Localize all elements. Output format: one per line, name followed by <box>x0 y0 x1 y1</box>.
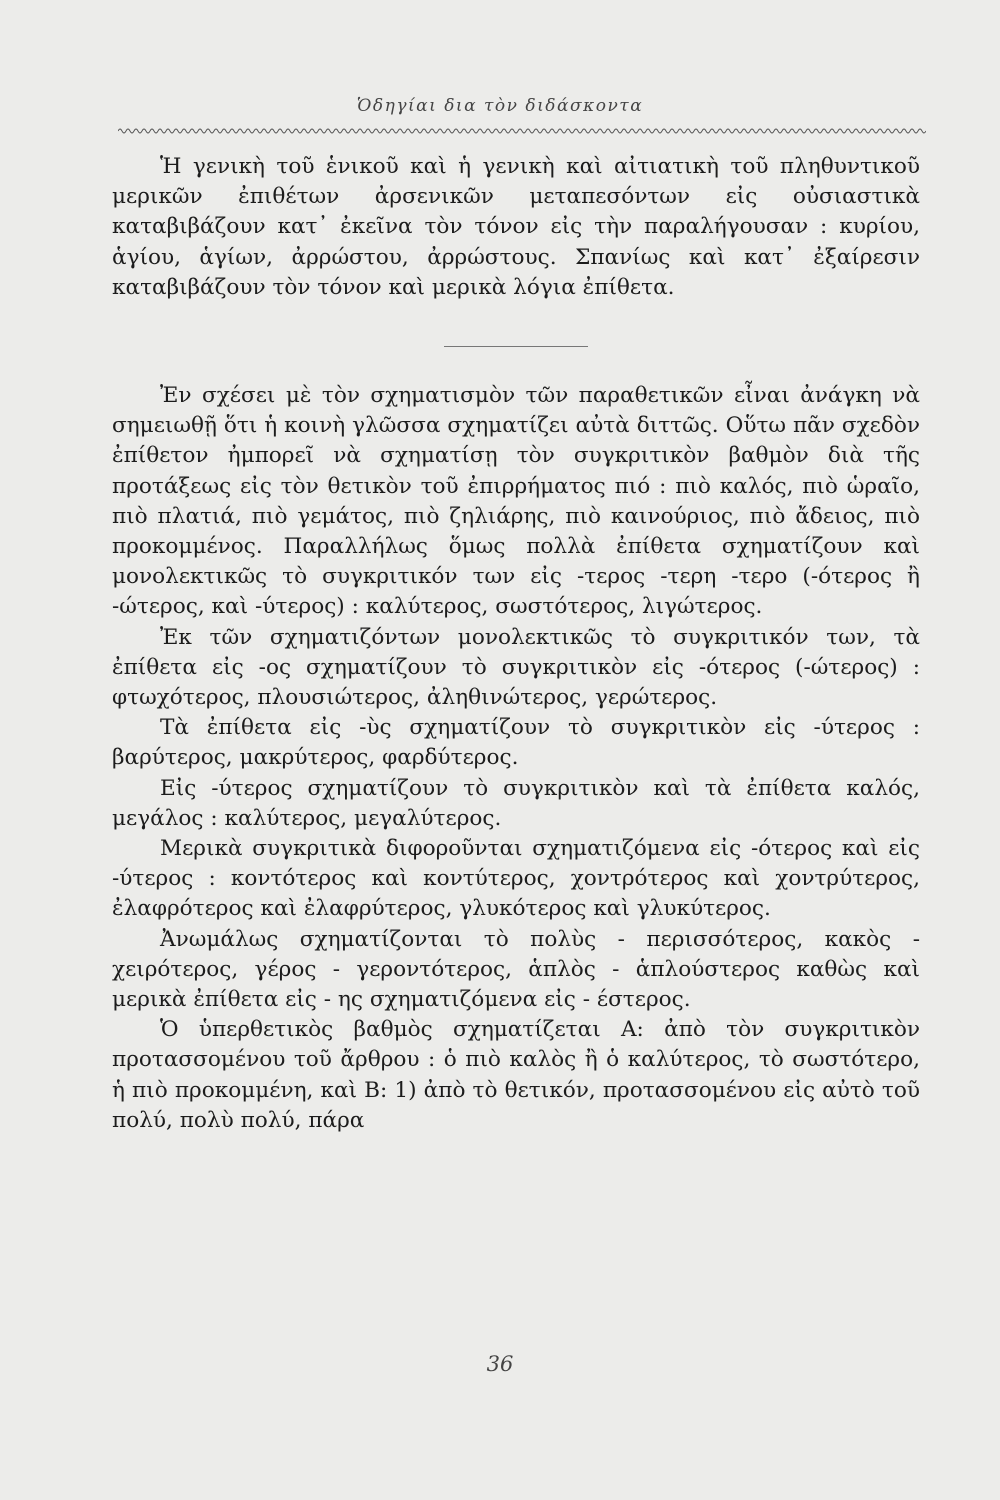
body-text <box>112 152 920 1136</box>
paragraph-comparative-doublets: Μερικὰ συγκριτικὰ διφοροῦνται σχηματιζόμενα εἰς -ότερος καὶ εἰς -ύτερος : κοντότερος καὶ κοντύτερος, χοντρότερος καὶ χοντρύτερος, ἐλαφρότερος καὶ ἐλαφρύτερος, γλυκότερος καὶ γλυκύτερος. <box>112 836 920 922</box>
running-header: Ὁδηγίαι δια τὸν διδάσκοντα <box>356 96 644 116</box>
paragraph-irregular-comparatives: Ἀνωμάλως σχηματίζονται τὸ πολὺς - περισσότερος, κακὸς - χειρότερος, γέρος - γεροντότερος, ἁπλὸς - ἁπλούστερος καθὼς καὶ μερικὰ ἐπίθετα εἰς - ης σχηματιζόμενα εἰς - έστερος. <box>112 926 920 1013</box>
paragraph-superlative: Ὁ ὑπερθετικὸς βαθμὸς σχηματίζεται Α: ἀπὸ τὸν συγκριτικὸν προτασσομένου τοῦ ἄρθρου : ὁ πιὸ καλὸς ἢ ὁ καλύτερος, τὸ σωστότερο, ἡ πιὸ προκομμένη, καὶ Β: 1) ἀπὸ τὸ θετικόν, προτασσομένου εἰς αὐτὸ τοῦ πολύ, πολὺ πολύ, πάρα <box>112 1017 920 1133</box>
paragraph-genitive-accent: Ἡ γενικὴ τοῦ ἑνικοῦ καὶ ἡ γενικὴ καὶ αἰτιατικὴ τοῦ πληθυντικοῦ μερικῶν ἐπιθέτων ἀρσενικῶν μεταπεσόντων εἰς οὐσιαστικὰ καταβιβάζουν κατ᾽ ἐκεῖνα τὸν τόνον εἰς τὴν παραλήγουσαν : κυρίου, ἁγίου, ἁγίων, ἀρρώστου, ἀρρώστους. Σπανίως καὶ κατ᾽ ἐξαίρεσιν καταβιβάζουν τὸν τόνον καὶ μερικὰ λόγια ἐπίθετα. <box>112 154 920 300</box>
page-number: 36 <box>486 1352 514 1376</box>
section-divider <box>444 346 588 347</box>
paragraph-comparative-os: Ἐκ τῶν σχηματιζόντων μονολεκτικῶς τὸ συγκριτικόν των, τὰ ἐπίθετα εἰς -ος σχηματίζουν τὸ συγκριτικὸν εἰς -ότερος (-ώτερος) : φτωχότερος, πλουσιώτερος, ἀληθινώτερος, γερώτερος. <box>112 624 920 711</box>
header-wavy-rule <box>118 126 926 136</box>
paragraph-comparative-ys: Τὰ ἐπίθετα εἰς -ὺς σχηματίζουν τὸ συγκριτικὸν εἰς -ύτερος : βαρύτερος, μακρύτερος, φαρδύτερος. <box>112 715 920 771</box>
paragraph-comparative-kalos: Εἰς -ύτερος σχηματίζουν τὸ συγκριτικὸν καὶ τὰ ἐπίθετα καλός, μεγάλος : καλύτερος, μεγαλύτερος. <box>112 775 920 831</box>
paragraph-comparatives-intro: Ἐν σχέσει μὲ τὸν σχηματισμὸν τῶν παραθετικῶν εἶναι ἀνάγκη νὰ σημειωθῇ ὅτι ἡ κοινὴ γλῶσσα σχηματίζει αὐτὰ διττῶς. Οὕτω πᾶν σχεδὸν ἐπίθετον ἠμπορεῖ νὰ σχηματίσῃ τὸν συγκριτικὸν βαθμὸν διὰ τῆς προτάξεως εἰς τὸν θετικὸν τοῦ ἐπιρρήματος πιό : πιὸ καλός, πιὸ ὡραῖο, πιὸ πλατιά, πιὸ γεμάτος, πιὸ ζηλιάρης, πιὸ καινούριος, πιὸ ἄδειος, πιὸ προκομμένος. Παραλλήλως ὅμως πολλὰ ἐπίθετα σχηματίζουν καὶ μονολεκτικῶς τὸ συγκριτικόν των εἰς -τερος -τερη -τερο (-ότερος ἢ -ώτερος, καὶ -ύτερος) : καλύτερος, σωστότερος, λιγώτερος. <box>112 383 920 620</box>
